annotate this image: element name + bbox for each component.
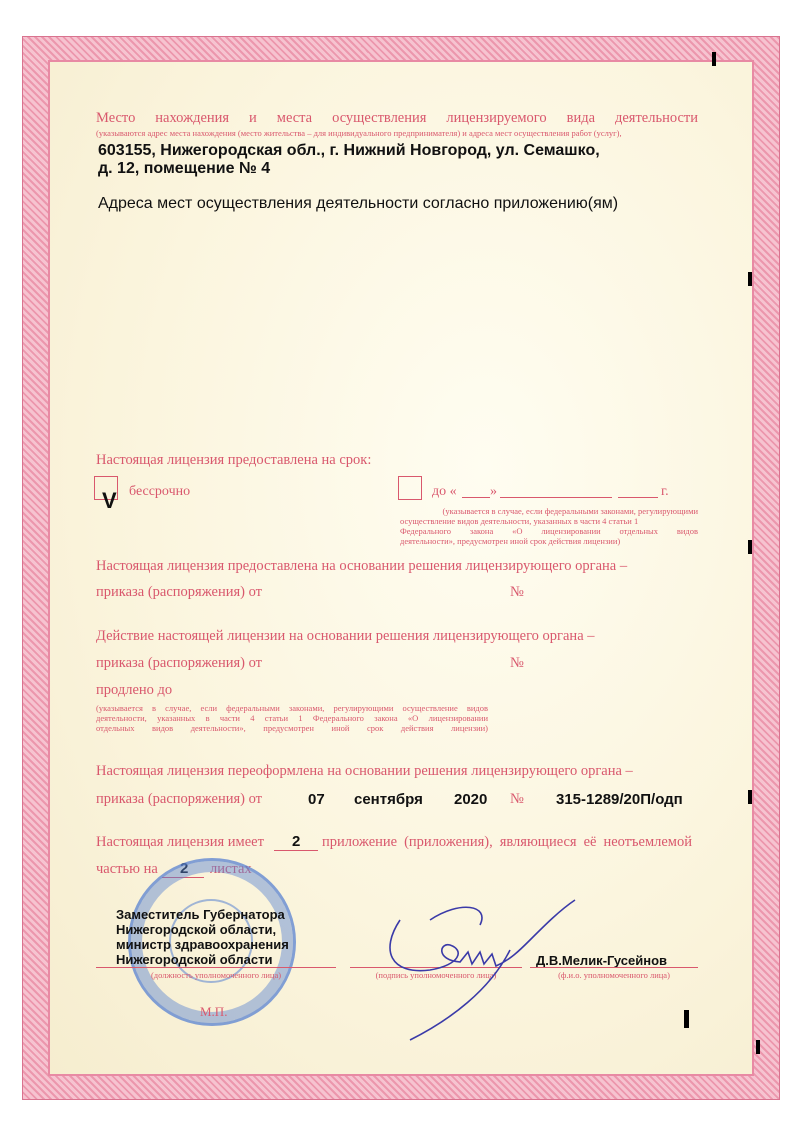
- until-note-4: деятельности», предусмотрен иной срок действия лицензии): [400, 536, 621, 546]
- scan-mark: [748, 540, 752, 554]
- until-date-checkbox: [398, 476, 422, 500]
- reissue-year: 2020: [454, 791, 488, 808]
- location-title: Место нахождения и места осуществления лицензируемого вида деятельности: [96, 110, 698, 126]
- signer-name: Д.В.Мелик-Гусейнов: [536, 953, 668, 968]
- scan-mark: [756, 1040, 760, 1054]
- reissue-number: 315-1289/20П/одп: [556, 791, 683, 808]
- extension-number-sign: №: [510, 655, 524, 671]
- reissue-day: 07: [308, 791, 325, 808]
- sheets-part-label: частью на: [96, 861, 158, 877]
- extension-line: Действие настоящей лицензии на основании решения лицензирующего органа –: [96, 628, 595, 644]
- until-note-1: (указывается в случае, если федеральными законами, регулирующими: [442, 506, 698, 516]
- name-caption: (ф.и.о. уполномоченного лица): [558, 970, 670, 980]
- signer-position-2: Нижегородской области,: [116, 922, 277, 937]
- scan-mark: [684, 1010, 689, 1028]
- address-line-1: 603155, Нижегородская обл., г. Нижний Новгород, ул. Семашко,: [98, 142, 600, 159]
- signer-position-3: министр здравоохранения: [116, 937, 289, 952]
- extension-note-1: (указывается в случае, если федеральными законами, регулирующими осуществление видов: [96, 703, 488, 713]
- extension-note-3: отдельных видов деятельности», предусмотрен иной срок действия лицензии): [96, 723, 488, 733]
- basis-line: Настоящая лицензия предоставлена на основании решения лицензирующего органа –: [96, 558, 628, 574]
- signer-position-4: Нижегородской области: [116, 952, 273, 967]
- location-note: (указываются адрес места нахождения (место жительства – для индивидуального предпринимателя) и адреса мест осуществления работ (услуг),: [96, 128, 622, 138]
- extension-order-label: приказа (распоряжения) от: [96, 655, 262, 671]
- until-note-3: Федерального закона «О лицензировании отдельных видов: [400, 526, 698, 536]
- term-title: Настоящая лицензия предоставлена на срок:: [96, 452, 372, 468]
- signature-caption: (подпись уполномоченного лица): [375, 970, 497, 980]
- scan-mark: [748, 790, 752, 804]
- reissue-month: сентября: [354, 791, 423, 808]
- scan-mark: [712, 52, 716, 66]
- until-suffix: г.: [661, 484, 669, 499]
- handwritten-signature: [370, 880, 600, 1050]
- address-line-2: д. 12, помещение № 4: [98, 160, 271, 177]
- until-month-line: [500, 497, 612, 498]
- reissue-line: Настоящая лицензия переоформлена на основании решения лицензирующего органа –: [96, 763, 633, 779]
- appendix-text: приложение (приложения), являющиеся её неотъемлемой: [322, 834, 692, 850]
- indefinite-label: бессрочно: [129, 484, 191, 499]
- until-prefix: до «: [432, 484, 457, 499]
- sheets-label: листах: [210, 861, 252, 877]
- reissue-number-sign: №: [510, 791, 524, 807]
- checkmark: V: [102, 488, 117, 513]
- position-caption: (должность уполномоченного лица): [150, 970, 282, 980]
- extended-until-label: продлено до: [96, 682, 173, 698]
- seal-label: М.П.: [200, 1004, 228, 1019]
- signer-position-1: Заместитель Губернатора: [116, 907, 285, 922]
- until-mid: »: [490, 484, 497, 499]
- basis-order-label: приказа (распоряжения) от: [96, 584, 262, 600]
- appendix-count: 2: [292, 833, 301, 850]
- reissue-order-label: приказа (распоряжения) от: [96, 791, 262, 807]
- until-year-line: [618, 497, 658, 498]
- basis-number-sign: №: [510, 584, 524, 600]
- appendix-has-label: Настоящая лицензия имеет: [96, 834, 264, 850]
- position-line: [96, 967, 336, 968]
- until-note-2: осуществление видов деятельности, указанных в части 4 статьи 1: [400, 516, 639, 526]
- appendix-count-line: [274, 850, 318, 851]
- sheets-count: 2: [180, 860, 189, 877]
- extension-note-2: деятельности, указанных в части 4 статьи 1 Федерального закона «О лицензировании: [96, 713, 488, 723]
- addresses-reference: Адреса мест осуществления деятельности согласно приложению(ям): [98, 195, 619, 212]
- until-day-line: [462, 497, 490, 498]
- scan-mark: [748, 272, 752, 286]
